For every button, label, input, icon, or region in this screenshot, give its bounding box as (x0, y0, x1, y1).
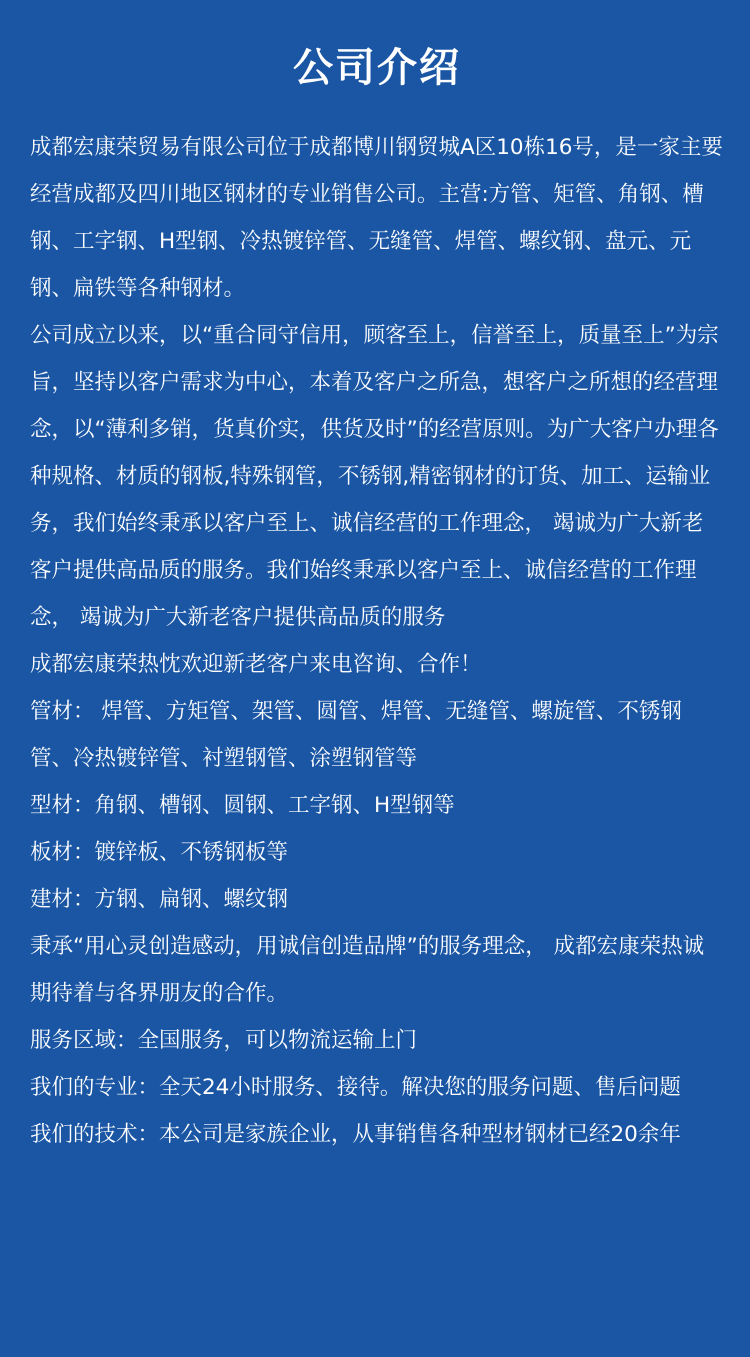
intro-content (30, 124, 724, 1158)
paragraph-service-philosophy: 秉承“用心灵创造感动，用诚信创造品牌”的服务理念， 成都宏康荣热诚期待着与各界朋友的合作。 (30, 934, 705, 1006)
paragraph-expertise: 我们的专业：全天24小时服务、接待。解决您的服务问题、售后问题 (30, 1075, 681, 1100)
page-title: 公司介绍 (293, 45, 461, 91)
paragraph-company-overview: 成都宏康荣贸易有限公司位于成都博川钢贸城A区10栋16号，是一家主要经营成都及四川地区钢材的专业销售公司。主营:方管、矩管、角钢、槽钢、工字钢、H型钢、冷热镀锌管、无缝管、焊管、螺纹钢、盘元、元钢、扁铁等各种钢材。 (30, 135, 723, 301)
paragraph-welcome: 成都宏康荣热忱欢迎新老客户来电咨询、合作！ (30, 652, 482, 677)
paragraph-service-area: 服务区域：全国服务，可以物流运输上门 (30, 1028, 418, 1053)
paragraph-plates: 板材：镀锌板、不锈钢板等 (30, 840, 289, 865)
paragraph-company-philosophy: 公司成立以来，以“重合同守信用，顾客至上，信誉至上，质量至上”为宗旨，坚持以客户需求为中心，本着及客户之所急，想客户之所想的经营理念，以“薄利多销，货真价实，供货及时”的经营原则。为广大客户办理各种规格、材质的钢板,特殊钢管，不锈钢,精密钢材的订货、加工、运输业务，我们始终秉承以客户至上、诚信经营的工作理念， 竭诚为广大新老客户提供高品质的服务。我们始终秉承以客户至上、诚信经营的工作理念， 竭诚为广大新老客户提供高品质的服务 (30, 323, 719, 630)
paragraph-technology: 我们的技术：本公司是家族企业，从事销售各种型材钢材已经20余年 (30, 1122, 681, 1147)
paragraph-profiles: 型材：角钢、槽钢、圆钢、工字钢、H型钢等 (30, 793, 455, 818)
paragraph-pipes: 管材： 焊管、方矩管、架管、圆管、焊管、无缝管、螺旋管、不锈钢管、冷热镀锌管、衬塑钢管、涂塑钢管等 (30, 699, 682, 771)
paragraph-building-materials: 建材：方钢、扁钢、螺纹钢 (30, 887, 289, 912)
